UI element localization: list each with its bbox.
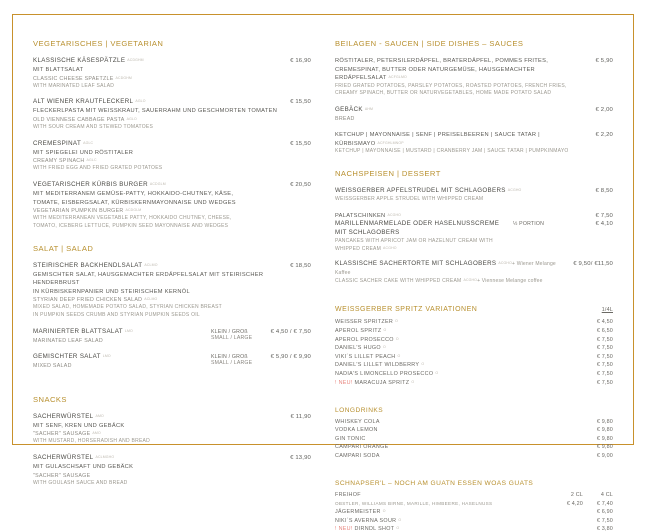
item-name-en: VEGETARIAN PUMPKIN BURGER ACDGLM <box>33 208 142 215</box>
item-name-de: SACHERWÜRSTEL AMO <box>33 412 104 420</box>
menu-item <box>33 262 311 320</box>
allergen-code: O <box>395 336 399 341</box>
drink-item <box>335 328 613 334</box>
item-desc-de: FLECKERLPASTA MIT WEISSKRAUT, SAUERRAHM UND GESCHMORTEN TOMATEN <box>33 108 278 115</box>
section-heading-dessert: NACHSPEISEN | DESSERT <box>335 169 441 179</box>
item-desc-en: CREAMY SPINACH, BUTTER OR NATURVEGETABLES, HOME MADE POTATO SALAD <box>335 90 552 97</box>
item-name-de: ALT WIENER KRAUTFLECKERL AGLO <box>33 98 146 106</box>
drink-price: € 4,50 <box>596 319 613 326</box>
menu-item <box>335 106 613 123</box>
allergen-code: ACLMGHO <box>95 455 115 460</box>
schnapps-brand-row <box>335 492 613 498</box>
allergen-code: AGLC <box>86 158 97 163</box>
size-label-de: KLEIN / GROß <box>211 353 248 360</box>
section-schnapps <box>335 480 613 532</box>
item-desc-de-2: IN KÜRBISKERNPANIER UND STEIRISCHEM KERNÖL <box>33 288 190 295</box>
item-price: € 5,90 / € 9,90 <box>270 353 311 360</box>
drink-item <box>335 526 613 532</box>
drink-name: VODKA LEMON <box>335 427 378 434</box>
size-label-de: KLEIN / GROß <box>211 328 248 335</box>
size-label-en: SMALL / LARGE <box>211 359 253 366</box>
new-badge: ! NEU! <box>335 379 353 386</box>
size-label-en: SMALL / LARGE <box>211 334 253 341</box>
item-desc-en: MIXED SALAD, HOMEMADE POTATO SALAD, STYRIAN CHICKEN BREAST <box>33 304 222 311</box>
drink-price: € 9,80 <box>596 444 613 451</box>
allergen-code: O <box>383 328 387 333</box>
drink-price: € 7,50 <box>596 379 613 386</box>
price-4cl: € 7,40 <box>596 500 613 507</box>
item-name-de: KETCHUP | MAYONNAISE | SENF | PREISELBEEREN | SAUCE TATAR | KÜRBISMAYO ACFGHLMNOP <box>335 132 540 147</box>
item-price: € 11,90 <box>290 413 311 420</box>
menu-item <box>33 140 311 173</box>
allergen-code: ACDGHM <box>127 58 144 62</box>
section-heading-longdrinks: LONGDRINKS <box>335 406 384 414</box>
menu-item <box>335 187 613 204</box>
allergen-code: LMO <box>124 328 133 333</box>
drink-item <box>335 436 613 442</box>
allergen-code: AGLC <box>83 140 94 145</box>
item-name-de: WEISSGERBER APFELSTRUDEL MIT SCHLAGOBERS ACGHO <box>335 187 522 195</box>
drink-name: WHISKEY COLA <box>335 418 380 425</box>
allergen-code: ACGHO <box>383 246 397 251</box>
drink-name: NADIA'S LIMONCELLO PROSECCO O <box>335 371 439 378</box>
drink-name: CAMPARI SODA <box>335 453 380 460</box>
allergen-code: AHM <box>364 107 374 112</box>
item-size-options <box>205 354 255 366</box>
allergen-code: ACLMO <box>144 297 158 302</box>
item-name-en: CREAMY SPINACH AGLC <box>33 158 97 165</box>
schnapps-units <box>551 492 613 498</box>
spritz-header <box>335 306 613 313</box>
drink-name: DANIEL'S HUGO O <box>335 345 386 352</box>
allergen-code: ACDGLM <box>125 208 142 213</box>
schnapps-brand: FREIHOF <box>335 492 361 499</box>
allergen-code: ACDGLM <box>149 181 166 186</box>
unit-4cl-label: 4 CL <box>600 492 613 499</box>
item-price: € 9,50/ €11,50 <box>573 260 613 267</box>
menu-item <box>335 131 613 156</box>
allergen-code: AGLO <box>135 99 146 104</box>
menu-item <box>33 98 311 131</box>
item-price: € 15,50 <box>290 140 311 147</box>
item-desc-de: CREMESPINAT, BUTTER ODER NATURGEMÜSE, HAUSGEMACHTER ERDÄPFELSALAT ACFGLMO <box>335 66 535 82</box>
drink-name: ! NEU! DIRNDL SHOT O <box>335 526 400 532</box>
allergen-code: AMO <box>92 431 101 436</box>
item-name-en: CLASSIC SACHER CAKE WITH WHIPPED CREAM $^{ACGHO}$+ Viennese Melange coffee <box>335 277 543 284</box>
allergen-code: AGLO <box>126 116 137 121</box>
allergen-code: O <box>435 371 439 376</box>
item-price: € 15,50 <box>290 99 311 106</box>
allergen-code: O <box>398 517 402 522</box>
drink-name: APEROL SPRITZ O <box>335 328 387 335</box>
item-desc-en: WITH MARINATED LEAF SALAD <box>33 82 115 89</box>
item-name-de: VEGETARISCHER KÜRBIS BURGER ACDGLM <box>33 180 166 188</box>
drink-name: VIKI´S LILLET PEACH O <box>335 353 401 360</box>
item-name-en: "SACHER" SAUSAGE AMO <box>33 431 101 438</box>
item-price: € 7,50 <box>595 212 613 219</box>
drink-price-pair <box>551 518 613 524</box>
drink-price: € 9,00 <box>596 453 613 460</box>
item-price: € 4,50 / € 7,50 <box>270 328 311 335</box>
allergen-code: ACLMO <box>144 262 158 267</box>
drink-price: € 7,50 <box>596 345 613 352</box>
item-name-de-2: MARILLENMARMELADE ODER HASELNUSSCREME MIT SCHLAGOBERS <box>335 220 500 237</box>
drink-item <box>335 444 613 450</box>
allergen-code: O <box>396 526 400 531</box>
item-price: € 2,20 <box>595 132 613 139</box>
new-badge: ! NEU! <box>335 526 353 532</box>
item-name-de: PALATSCHINKEN ACGHO <box>335 212 402 219</box>
drink-item <box>335 319 613 325</box>
drink-item <box>335 453 613 459</box>
drink-item <box>335 501 613 507</box>
drink-item <box>335 354 613 360</box>
item-name-de: KLASSISCHE SACHERTORTE MIT SCHLAGOBERS ACGHO+ Wiener Melange Kaffee <box>335 259 556 276</box>
item-name-de: RÖSTITALER, PETERSILERDÄPFEL, BRATERDÄPFEL, POMMES FRITES, <box>335 58 549 64</box>
menu-item <box>33 353 311 370</box>
menu-item <box>33 328 311 345</box>
drink-name: NIKI´S AVERNA SOUR O <box>335 517 402 524</box>
spritz-unit-label: 1/4L <box>601 307 613 314</box>
item-desc-en: WITH GOULASH SAUCE AND BREAD <box>33 479 128 486</box>
item-suffix-de: + Wiener Melange Kaffee <box>335 260 556 276</box>
item-name-en: OLD VIENNESE CABBAGE PASTA AGLO <box>33 116 137 123</box>
item-desc-en-2: IN PUMPKIN SEEDS CRUMB AND STYRIAN PUMPKIN SEEDS OIL <box>33 312 200 319</box>
drink-price-pair <box>551 509 613 515</box>
allergen-code: ACGHO <box>498 260 512 265</box>
item-name-en: WEISSGERBER APPLE STRUDEL WITH WHIPPED CREAM <box>335 196 484 202</box>
drink-price: € 9,80 <box>596 435 613 442</box>
section-vegetarian <box>33 39 311 231</box>
item-desc-en: WITH MEDITERRANEAN VEGETABLE PATTY, HOKKAIDO CHUTNEY, CHEESE, <box>33 215 232 222</box>
drink-name: JÄGERMEISTER O <box>335 509 386 516</box>
item-name-en: "SACHER" SAUSAGE <box>33 472 91 479</box>
drink-item <box>335 371 613 377</box>
drink-name: DANIEL'S LILLET WILDBERRY O <box>335 362 425 369</box>
allergen-code: LMO <box>102 353 111 358</box>
item-name-de: GEMISCHTER SALAT LMO <box>33 352 111 360</box>
item-desc-en-2: TOMATO, ICEBERG LETTUCE, PUMPKIN SEED MAYONNAISE AND WEDGES <box>33 222 229 229</box>
menu-item <box>335 260 613 286</box>
section-heading-snacks: SNACKS <box>33 394 67 404</box>
drink-item <box>335 362 613 368</box>
item-name-en: CLASSIC CHEESE SPAETZLE ACDGHM <box>33 75 132 82</box>
menu-item <box>335 212 613 254</box>
item-desc-de: MIT MEDITERRANEM GEMÜSE-PATTY, HOKKAIDO-CHUTNEY, KÄSE, <box>33 190 234 197</box>
portion-note <box>507 221 557 227</box>
drink-price: € 6,50 <box>596 328 613 335</box>
section-heading-spritz: WEISSGERBER SPRITZ VARIATIONEN <box>335 306 478 314</box>
section-side-dishes <box>335 39 613 156</box>
item-name-en: STYRIAN DEEP FRIED CHICKEN SALAD ACLMO <box>33 297 158 304</box>
drink-item <box>335 509 613 515</box>
allergen-code: O <box>382 509 386 514</box>
item-price: € 2,00 <box>595 107 613 114</box>
drink-name: WEISSER SPRITZER O <box>335 319 399 326</box>
item-price: € 18,50 <box>290 262 311 269</box>
item-desc-de: GEMISCHTER SALAT, HAUSGEMACHTER ERDÄPFELSALAT MIT STEIRISCHER HENDERBRUST <box>33 271 264 287</box>
drink-item <box>335 427 613 433</box>
item-name-en: MIXED SALAD <box>33 362 72 369</box>
section-heading-side-dishes: BEILAGEN - SAUCEN | SIDE DISHES – SAUCES <box>335 39 524 48</box>
allergen-code: ACDGHM <box>115 75 132 80</box>
drink-item <box>335 518 613 524</box>
drink-item <box>335 337 613 343</box>
section-longdrinks <box>335 407 613 459</box>
section-dessert <box>335 169 613 285</box>
drink-price-pair <box>551 501 613 507</box>
item-price: € 5,90 <box>595 58 613 64</box>
menu-item <box>33 454 311 487</box>
section-salad <box>33 244 311 370</box>
price-4cl: € 6,90 <box>596 509 613 516</box>
item-desc-de: MIT GULASCHSAFT UND GEBÄCK <box>33 464 134 471</box>
allergen-code: ACGHO <box>507 188 522 193</box>
drink-price: € 7,50 <box>596 371 613 378</box>
allergen-code: ACFGLMO <box>388 75 407 80</box>
drink-price: € 9,80 <box>596 427 613 434</box>
item-name-en: BREAD <box>335 116 355 123</box>
allergen-code: ACGHO <box>387 212 402 217</box>
section-heading-schnapps: SCHNAPSER'L – NOCH AM GUATN ESSEN WOAS GUATS <box>335 480 534 488</box>
price-2cl: € 4,20 <box>566 500 583 507</box>
allergen-code: O <box>395 319 399 324</box>
drink-name: ! NEU! MARACUJA SPRITZ O <box>335 379 415 386</box>
drink-item <box>335 419 613 425</box>
item-desc-en: WITH MUSTARD, HORSERADISH AND BREAD <box>33 438 150 445</box>
right-column <box>335 39 613 532</box>
allergen-code: ACFGHLMNOP <box>377 140 404 145</box>
item-price: € 20,50 <box>290 181 311 188</box>
unit-2cl-label: 2 CL <box>570 492 583 499</box>
item-desc-de: MIT SPIEGELEI UND RÖSTITALER <box>33 149 134 156</box>
price-4cl: € 3,80 <box>596 526 613 532</box>
menu-item <box>33 413 311 446</box>
portion-label: ½ PORTION <box>513 221 545 228</box>
allergen-code: O <box>382 345 386 350</box>
item-desc-de: MIT SENF, KREN UND GEBÄCK <box>33 422 125 429</box>
item-name-de: SACHERWÜRSTEL ACLMGHO <box>33 454 115 462</box>
drink-price: € 7,50 <box>596 336 613 343</box>
item-price: € 8,50 <box>595 188 613 195</box>
item-desc-en: WITH SOUR CREAM AND STEWED TOMATOES <box>33 123 154 130</box>
item-name-de: CREMESPINAT AGLC <box>33 139 94 147</box>
menu-item <box>335 57 613 98</box>
allergen-code: O <box>397 353 401 358</box>
drink-name: OBSTLER, WILLIAMS BIRNE, MARILLE, HIMBEERE, HASELNUSS <box>335 500 493 506</box>
menu-item <box>33 181 311 231</box>
item-name-de: MARINIERTER BLATTSALAT LMO <box>33 327 133 335</box>
price-4cl: € 7,50 <box>596 517 613 524</box>
allergen-code: AMO <box>95 413 104 418</box>
menu-item <box>33 57 311 90</box>
item-name-de: STEIRISCHER BACKHENDLSALAT ACLMO <box>33 261 158 269</box>
allergen-code: O <box>421 362 425 367</box>
drink-name: APEROL PROSECCO O <box>335 336 399 343</box>
item-size-options <box>205 329 255 341</box>
item-price: € 16,90 <box>290 58 311 64</box>
section-spritz <box>335 306 613 385</box>
section-heading-vegetarian: VEGETARISCHES | VEGETARIAN <box>33 39 164 48</box>
section-heading-salad: SALAT | SALAD <box>33 243 94 253</box>
item-name-en: KETCHUP | MAYONNAISE | MUSTARD | CRANBERRY JAM | SAUCE TATAR | PUMPKINMAYO <box>335 148 569 155</box>
item-desc-de: MIT BLATTSALAT <box>33 66 84 73</box>
item-desc-en: WITH FRIED EGG AND FRIED GRATED POTATOES <box>33 165 163 172</box>
item-price: € 4,10 <box>595 221 613 228</box>
menu-columns <box>33 39 613 532</box>
item-suffix-en: + Viennese Melange coffee <box>477 277 543 284</box>
item-price: € 13,90 <box>290 455 311 462</box>
drink-price: € 7,50 <box>596 362 613 369</box>
drink-price-pair <box>551 526 613 532</box>
allergen-code: ACGHO <box>463 277 478 282</box>
item-name-de: GEBÄCK AHM <box>335 106 374 114</box>
drink-name: CAMPARI ORANGE <box>335 444 389 451</box>
item-name-en: FRIED GRATED POTATOES, PARSLEY POTATOES, ROASTED POTATOES, FRENCH FRIES, <box>335 82 567 89</box>
drink-price: € 9,80 <box>596 418 613 425</box>
left-column <box>33 39 311 486</box>
drink-item <box>335 380 613 386</box>
item-name-de: KLASSISCHE KÄSESPÄTZLE ACDGHM <box>33 57 144 64</box>
item-name-en: PANCAKES WITH APRICOT JAM OR HAZELNUT CREAM WITH WHIPPED CREAM $^{ACGHO}$ <box>335 238 493 253</box>
drink-price: € 7,50 <box>596 353 613 360</box>
allergen-code: O <box>411 379 415 384</box>
menu-frame <box>12 14 634 532</box>
item-desc-de-2: TOMATE, EISBERGSALAT, KÜRBISKERNMAYONNAISE UND WEDGES <box>33 199 236 206</box>
drink-item <box>335 345 613 351</box>
item-name-en: MARINATED LEAF SALAD <box>33 337 103 344</box>
section-snacks <box>33 395 311 488</box>
drink-name: GIN TONIC <box>335 435 366 442</box>
